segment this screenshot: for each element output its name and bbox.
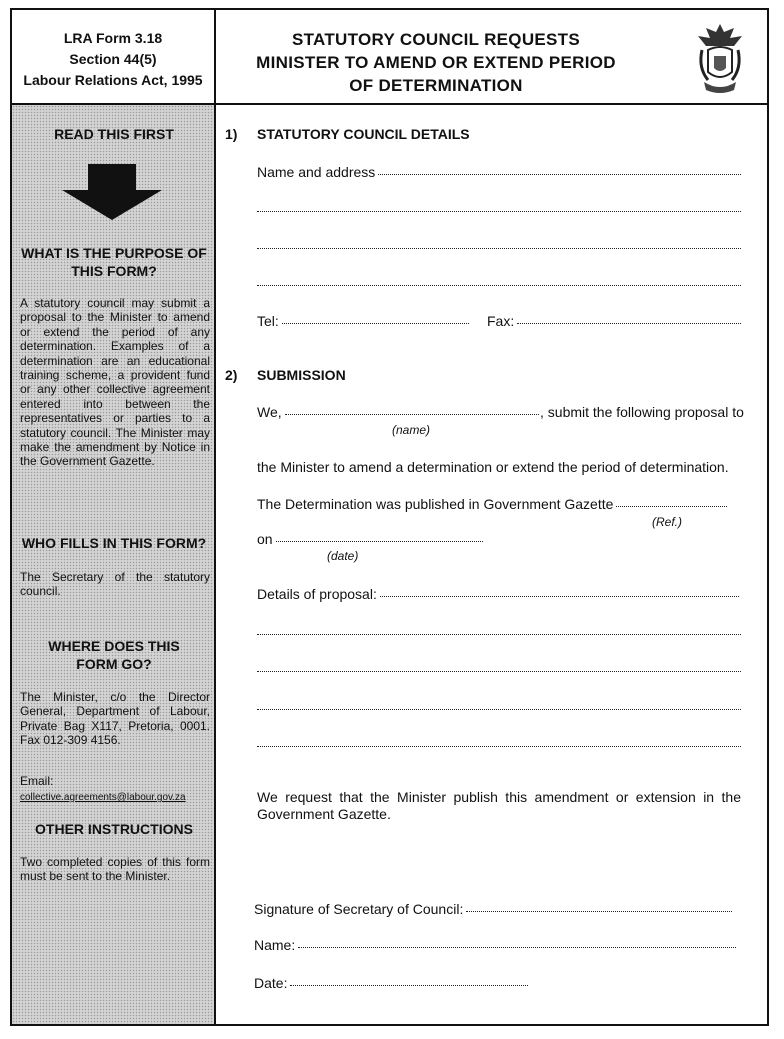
page-title xyxy=(216,28,656,97)
other-text: Two completed copies of this form must be sent to the Minister. xyxy=(20,855,210,884)
name-label: Name: xyxy=(254,937,296,953)
we-label: We, xyxy=(257,404,282,420)
email-link[interactable]: collective.agreements@labour.gov.za xyxy=(20,792,186,803)
other-heading: OTHER INSTRUCTIONS xyxy=(35,821,193,837)
purpose-heading: WHAT IS THE PURPOSE OF THIS FORM? xyxy=(21,245,207,279)
on-label: on xyxy=(257,531,273,547)
who-heading: WHO FILLS IN THIS FORM? xyxy=(21,535,207,551)
form-act: Labour Relations Act, 1995 xyxy=(23,72,203,88)
fill-line[interactable] xyxy=(282,322,469,324)
fill-line[interactable] xyxy=(290,984,528,986)
section-2-title: SUBMISSION xyxy=(257,367,346,383)
section-2-number: 2) xyxy=(225,367,238,383)
name-address-label: Name and address xyxy=(257,164,376,180)
title-line-2: MINISTER TO AMEND OR EXTEND PERIOD xyxy=(256,53,616,72)
email-label: Email: xyxy=(20,774,54,788)
fill-line[interactable] xyxy=(380,595,739,597)
where-text: The Minister, c/o the Director General, Department of Labour, Private Bag X117, Pretoria, 0001. Fax 012-309 4156. xyxy=(20,690,210,748)
tel-field[interactable] xyxy=(257,313,469,329)
address-line-4[interactable] xyxy=(257,285,741,286)
date-caption: (date) xyxy=(327,549,359,563)
submission-line-2: the Minister to amend a determination or extend the period of determination. xyxy=(257,459,729,475)
date-label: Date: xyxy=(254,975,288,991)
signature-field[interactable] xyxy=(254,901,732,917)
column-divider xyxy=(214,8,216,1026)
fill-line[interactable] xyxy=(285,413,539,415)
name-address-field[interactable] xyxy=(257,164,741,180)
fill-line[interactable] xyxy=(517,322,741,324)
details-line-4[interactable] xyxy=(257,709,741,710)
fill-line[interactable] xyxy=(298,946,736,948)
fax-field[interactable] xyxy=(487,313,741,329)
name-caption: (name) xyxy=(392,423,431,437)
ref-caption: (Ref.) xyxy=(652,515,682,529)
gazette-label: The Determination was published in Government Gazette xyxy=(257,496,614,512)
we-field[interactable] xyxy=(257,404,539,420)
address-line-3[interactable] xyxy=(257,248,741,249)
on-date-field[interactable] xyxy=(257,531,483,547)
details-line-5[interactable] xyxy=(257,746,741,747)
down-arrow-icon xyxy=(62,164,162,220)
tel-label: Tel: xyxy=(257,313,279,329)
purpose-text: A statutory council may submit a proposal to the Minister to amend or extend the period of any determination. Examples of a determination are an educational training scheme, a provident fund or any other collective agreement entered into between the representatives or parties to a statutory council. The Minister may make the amendment by Notice in the Government Gazette. xyxy=(20,296,210,469)
form-number: LRA Form 3.18 xyxy=(63,30,163,46)
details-line-2[interactable] xyxy=(257,634,741,635)
gazette-field[interactable] xyxy=(257,496,727,512)
fill-line[interactable] xyxy=(466,910,732,912)
title-line-3: OF DETERMINATION xyxy=(349,76,523,95)
section-1-number: 1) xyxy=(225,126,238,142)
date-field[interactable] xyxy=(254,975,528,991)
details-field[interactable] xyxy=(257,586,739,602)
name-field[interactable] xyxy=(254,937,736,953)
who-text: The Secretary of the statutory council. xyxy=(20,570,210,599)
header-divider xyxy=(10,103,769,105)
read-first-heading: READ THIS FIRST xyxy=(54,126,174,142)
fill-line[interactable] xyxy=(276,540,483,542)
coat-of-arms-icon xyxy=(694,20,746,98)
form-section: Section 44(5) xyxy=(69,51,157,67)
title-line-1: STATUTORY COUNCIL REQUESTS xyxy=(291,30,580,49)
section-1-title: STATUTORY COUNCIL DETAILS xyxy=(257,126,470,142)
where-heading: WHERE DOES THIS FORM GO? xyxy=(48,638,180,672)
fill-line[interactable] xyxy=(378,173,741,175)
fax-label: Fax: xyxy=(487,313,515,329)
fill-line[interactable] xyxy=(616,505,727,507)
request-text: We request that the Minister publish this amendment or extension in the Government Gazette. xyxy=(257,789,741,822)
signature-label: Signature of Secretary of Council: xyxy=(254,901,464,917)
details-line-3[interactable] xyxy=(257,671,741,672)
we-suffix: , submit the following proposal to xyxy=(540,404,744,420)
details-label: Details of proposal: xyxy=(257,586,377,602)
form-identifier xyxy=(12,10,214,103)
sidebar-panel xyxy=(12,105,214,1024)
address-line-2[interactable] xyxy=(257,211,741,212)
